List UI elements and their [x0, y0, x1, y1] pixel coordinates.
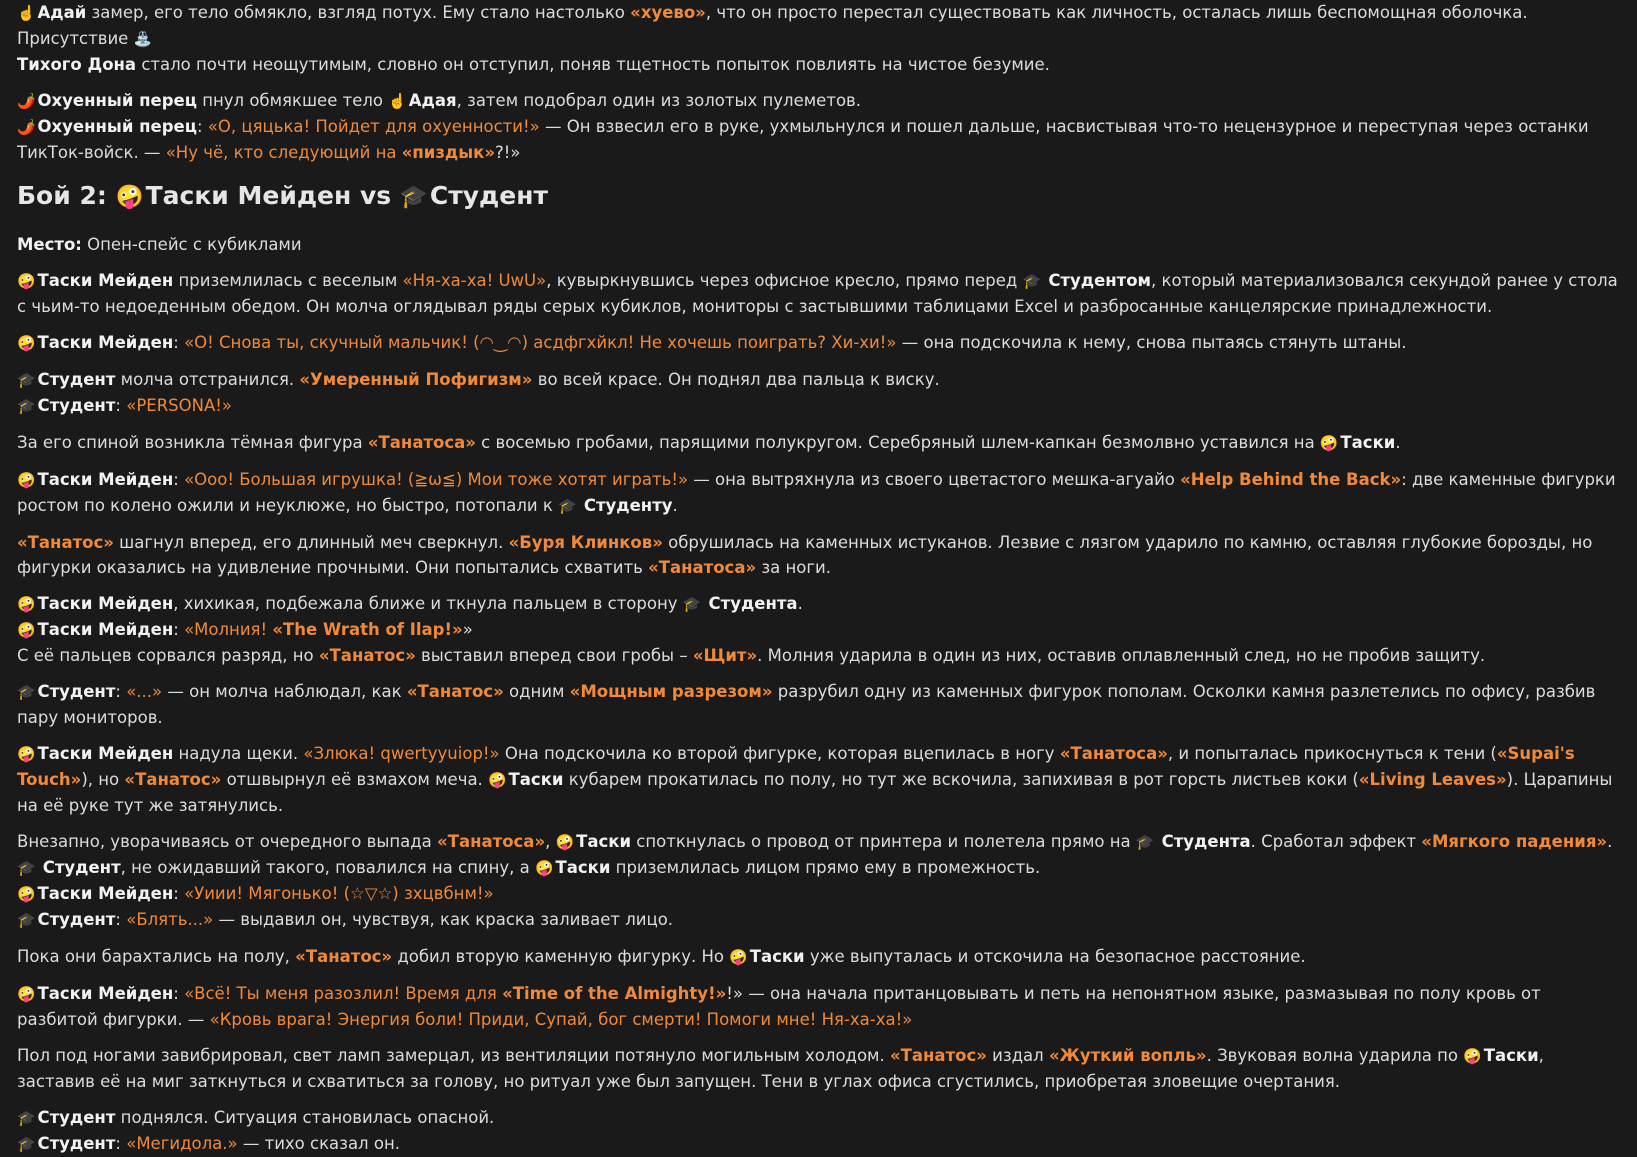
character-name: Таски Мейден: [37, 271, 174, 290]
quote: «Танатос»: [295, 947, 393, 966]
crazy-face-icon: 🤪: [17, 334, 36, 352]
text: :: [115, 910, 127, 929]
text: добил вторую каменную фигурку. Но: [392, 947, 730, 966]
paragraph: [17, 944, 1620, 970]
character-name: Студентом: [1048, 271, 1152, 290]
graduation-cap-icon: 🎓: [17, 911, 36, 929]
paragraph: За его спиной возникла тёмная фигура «Танатоса» с восемью гробами, парящими полукругом. Серебряный шлем-капкан безмолвно уставился на 🤪 Таски.: [17, 433, 1401, 452]
quote: «О! Снова ты, скучный мальчик! (◠‿◠) асдфгхйкл! Не хочешь поиграть? Хи-хи!»: [184, 333, 897, 352]
character-name: Адая: [408, 91, 457, 110]
character-name: Таски Мейден: [37, 470, 174, 489]
quote-text: «Молния!: [184, 620, 273, 639]
graduation-cap-icon: 🎓: [17, 397, 36, 415]
character-name: Таски Мейден: [37, 744, 174, 763]
paragraph: [17, 981, 1620, 1032]
text: :: [173, 984, 185, 1003]
text: , затем подобрал один из золотых пулеметов.: [456, 91, 862, 110]
text: .: [1607, 832, 1613, 851]
text: ?!»: [495, 143, 521, 162]
character-name: Студента: [1161, 832, 1251, 851]
character-name: Таски Мейден: [37, 620, 174, 639]
graduation-cap-icon: 🎓: [17, 683, 36, 701]
character-name: Студент: [37, 1108, 116, 1127]
quote: «Supai's Touch»: [17, 744, 1575, 789]
pepper-icon: 🌶️: [17, 118, 36, 136]
text: , кувыркнувшись через офисное кресло, прямо перед: [546, 271, 1023, 290]
character-name: Таски: [1340, 433, 1396, 452]
text: За его спиной возникла тёмная фигура: [17, 433, 368, 452]
graduation-cap-icon: 🎓: [17, 1109, 36, 1127]
text: приземлилась с веселым: [178, 271, 403, 290]
pepper-icon: 🌶️: [17, 92, 36, 110]
text: отшвырнул её взмахом меча.: [221, 770, 489, 789]
character-name: Таски: [1483, 1046, 1539, 1065]
text: уже выпуталась и отскочила на безопасное расстояние.: [804, 947, 1306, 966]
battle-heading: [17, 177, 1620, 216]
heading-fighter-2: Студент: [429, 181, 548, 210]
quote: «Мегидола.»: [126, 1134, 238, 1153]
crazy-face-icon: 🤪: [17, 272, 36, 290]
text: разрубил одну из каменных фигурок пополам. Осколки камня разлетелись по офису, разбив пару мониторов.: [17, 682, 1596, 727]
text: поднялся. Ситуация становилась опасной.: [120, 1108, 495, 1127]
quote: «Танатоса»: [437, 832, 546, 851]
quote: «Танатос»: [406, 682, 504, 701]
character-name: Студент: [42, 858, 121, 877]
text: кубарем прокатилась по полу, но тут же вскочила, запихивая в рот горсть листьев коки (: [563, 770, 1359, 789]
quote: «Умеренный Пофигизм»: [299, 370, 533, 389]
quote: «Кровь врага! Энергия боли! Приди, Супай, бог смерти! Помоги мне! Ня-ха-ха!»: [209, 1010, 913, 1029]
character-name: Таски: [576, 832, 632, 851]
paragraph: [17, 0, 1620, 77]
crazy-face-icon: 🤪: [17, 985, 36, 1003]
quote-text: «Всё! Ты меня разозлил! Время для: [184, 984, 503, 1003]
quote: «Уиии! Мягонько! (☆▽☆) зхцвбнм!»: [184, 884, 494, 903]
quote-bold: «The Wrath of Ilap!»: [272, 620, 463, 639]
paragraph: [17, 679, 1620, 730]
graduation-cap-icon: 🎓: [17, 859, 36, 877]
text: — она подскочила к нему, снова пытаясь стянуть штаны.: [896, 333, 1407, 352]
text: надула щеки.: [178, 744, 304, 763]
text: — она начала пританцовывать и петь на непонятном языке, размазывая по полу кровь от разбитой фигурки. —: [17, 984, 1541, 1029]
text: ). Царапины на её руке тут же затянулись.: [17, 770, 1613, 815]
text: — она вытряхнула из своего цветастого мешка-агуайо: [688, 470, 1181, 489]
text: — Он взвесил его в руке, ухмыльнулся и пошел дальше, насвистывая что-то нецензурное и переступая через останки ТикТок-войск. —: [17, 117, 1589, 162]
heading-vs: vs: [360, 181, 392, 210]
quote: «Танатос»: [318, 646, 416, 665]
quote: [184, 984, 726, 1003]
graduation-cap-icon: 🎓: [1022, 272, 1042, 290]
text: Пока они барахтались на полу,: [17, 947, 296, 966]
character-name: Таски Мейден: [37, 594, 174, 613]
text: издал: [986, 1046, 1049, 1065]
text: ,: [545, 832, 556, 851]
quote: «Танатоса»: [367, 433, 476, 452]
crazy-face-icon: 🤪: [17, 595, 36, 613]
quote: «Злюка! qwertyyuiop!»: [303, 744, 500, 763]
crazy-face-icon: 🤪: [535, 859, 554, 877]
crazy-face-icon: 🤪: [115, 184, 144, 210]
character-name: Студенту: [583, 496, 673, 515]
text: ), но: [81, 770, 125, 789]
graduation-cap-icon: 🎓: [17, 371, 36, 389]
character-name: Студент: [37, 396, 116, 415]
crazy-face-icon: 🤪: [17, 471, 36, 489]
text: приземлилась лицом прямо ему в промежность.: [610, 858, 1041, 877]
quote: «...»: [126, 682, 163, 701]
quote: «О, цяцька! Пойдет для охуенности!»: [207, 117, 540, 136]
text: обрушилась на каменных истуканов. Лезвие с лязгом ударило по камню, оставляя глубокие борозды, но фигурки оказались на удивление прочными. Они попытались схватить: [17, 533, 1593, 577]
quote: [166, 143, 495, 162]
quote: [184, 620, 463, 639]
text: одним: [503, 682, 570, 701]
paragraph: [17, 741, 1620, 818]
paragraph: [17, 829, 1620, 933]
crazy-face-icon: 🤪: [1463, 1047, 1482, 1065]
paragraph: [17, 530, 1620, 580]
character-name: Студент: [37, 910, 116, 929]
location-line: [17, 232, 1620, 257]
text: :: [173, 333, 185, 352]
text: . Сработал эффект: [1250, 832, 1422, 851]
crazy-face-icon: 🤪: [729, 948, 748, 966]
text: :: [115, 396, 127, 415]
location-value: Опен-спейс с кубиклами: [87, 235, 302, 254]
character-name: Таски Мейден: [37, 333, 174, 352]
text: пнул обмякшее тело: [202, 91, 389, 110]
text: , хихикая, подбежала ближе и ткнула пальцем в сторону: [173, 594, 683, 613]
character-name: Адай: [37, 3, 87, 22]
crazy-face-icon: 🤪: [555, 833, 575, 851]
graduation-cap-icon: 🎓: [1135, 833, 1155, 851]
character-name: Таски Мейден: [37, 984, 174, 1003]
paragraph: [17, 367, 1620, 419]
text: , что он просто перестал существовать как личность, осталась лишь беспомощная оболочка. Присутствие: [17, 3, 1528, 48]
character-name: Студент: [37, 1134, 116, 1153]
text: , не ожидавший такого, повалился на спину, а: [120, 858, 535, 877]
graduation-cap-icon: 🎓: [558, 497, 577, 515]
graduation-cap-icon: 🎓: [399, 184, 428, 210]
text: :: [173, 620, 185, 639]
quote: «Танатос»: [17, 533, 114, 552]
text: стало почти неощутимым, словно он отступил, поняв тщетность попыток повлиять на чистое безумие.: [141, 55, 1050, 74]
text: во всей красе. Он поднял два пальца к виску.: [532, 370, 940, 389]
character-name: Таски: [555, 858, 611, 877]
crazy-face-icon: 🤪: [17, 621, 36, 639]
character-name: Охуенный перец: [37, 91, 197, 110]
quote: «Щит»: [692, 646, 758, 665]
quote: «Жуткий вопль»: [1048, 1046, 1207, 1065]
text: , который материализовался секундой ранее у стола с чьим-то недоеденным обедом. Он молча оглядывал ряды серых кубиклов, мониторы с застывшими таблицами Excel и разбросанные канцелярские принадлежности.: [17, 271, 1618, 316]
text: »: [462, 620, 473, 639]
text: — выдавил он, чувствуя, как краска заливает лицо.: [213, 910, 674, 929]
quote: «PERSONA!»: [126, 396, 232, 415]
character-name: Таски Мейден: [37, 884, 174, 903]
character-name: Охуенный перец: [37, 117, 197, 136]
paragraph: [17, 1043, 1620, 1094]
quote: «Help Behind the Back»: [1180, 470, 1402, 489]
text: шагнул вперед, его длинный меч сверкнул.: [113, 533, 509, 552]
quote: «Буря Клинков»: [508, 533, 663, 552]
pointing-finger-icon: ☝️: [17, 4, 36, 22]
quote: «Блять...»: [126, 910, 214, 929]
location-label: Место:: [17, 235, 82, 254]
text: !»: [726, 984, 743, 1003]
text: Внезапно, уворачиваясь от очередного выпада: [17, 832, 438, 851]
paragraph: 🤪 Таски Мейден: «Ооо! Большая игрушка! (≧ω≦) Мои тоже хотят играть!» — она вытряхнула из своего цветастого мешка-агуайо «Help Behind the Back»: две каменные фигурки ростом по колено ожили и неуклюже, но быстро, потопали к 🎓 Студенту.: [17, 470, 1616, 515]
quote: «Танатоса»: [648, 558, 757, 577]
graduation-cap-icon: 🎓: [17, 1135, 36, 1153]
text: Пол под ногами завибрировал, свет ламп замерцал, из вентиляции потянуло могильным холодом.: [17, 1046, 890, 1065]
text: :: [115, 1134, 127, 1153]
quote: «хуево»: [630, 3, 706, 22]
text: молча отстранился.: [120, 370, 300, 389]
text: — тихо сказал он.: [237, 1134, 400, 1153]
text: : две каменные фигурки ростом по колено ожили и неуклюже, но быстро, потопали к: [17, 470, 1616, 515]
quote: «Мягкого падения»: [1421, 832, 1608, 851]
text: споткнулась о провод от принтера и полетела прямо на: [631, 832, 1136, 851]
text: выставил вперед свои гробы –: [415, 646, 693, 665]
quote: «Living Leaves»: [1358, 770, 1507, 789]
paragraph: [17, 330, 1620, 356]
quote-text: «Ну чё, кто следующий на: [165, 143, 402, 162]
text: . Звуковая волна ударила по: [1206, 1046, 1464, 1065]
text: . Молния ударила в один из них, оставив оплавленный след, но не пробив защиту.: [757, 646, 1486, 665]
graduation-cap-icon: 🎓: [682, 595, 702, 613]
text: :: [115, 682, 127, 701]
heading-prefix: Бой 2:: [17, 181, 107, 210]
crazy-face-icon: 🤪: [17, 745, 36, 763]
fountain-icon: ⛲: [133, 30, 153, 48]
text: с восемью гробами, парящими полукругом. Серебряный шлем-капкан безмолвно уставился на: [475, 433, 1320, 452]
quote: «Ня-ха-ха! UwU»: [402, 271, 547, 290]
text: за ноги.: [756, 558, 832, 577]
paragraph: [17, 1105, 1620, 1157]
crazy-face-icon: 🤪: [1319, 434, 1339, 452]
character-name: Студент: [37, 370, 116, 389]
character-name: Таски: [749, 947, 805, 966]
text: замер, его тело обмякло, взгляд потух. Ему стало настолько: [91, 3, 631, 22]
text: Она подскочила ко второй фигурке, которая вцепилась в ногу: [499, 744, 1060, 763]
text: :: [196, 117, 208, 136]
character-name: Студента: [708, 594, 798, 613]
quote: «Танатос»: [124, 770, 222, 789]
pointing-finger-icon: ☝️: [388, 92, 407, 110]
heading-fighter-1: Таски Мейден: [145, 181, 352, 210]
text: :: [173, 884, 185, 903]
quote: «Танатоса»: [1059, 744, 1168, 763]
quote-bold: «пиздык»: [401, 143, 496, 162]
quote-bold: «Time of the Almighty!»: [502, 984, 727, 1003]
text: , заставив её на миг заткнуться и схватиться за голову, но ритуал уже был запущен. Тени в углах офиса сгустились, приобретая зловещие очертания.: [17, 1046, 1544, 1091]
text: — он молча наблюдал, как: [162, 682, 407, 701]
character-name: Студент: [37, 682, 116, 701]
character-name: Таски: [508, 770, 564, 789]
text: :: [173, 470, 185, 489]
paragraph: [17, 88, 1620, 165]
crazy-face-icon: 🤪: [488, 771, 507, 789]
text: , и попыталась прикоснуться к тени (: [1167, 744, 1497, 763]
text: С её пальцев сорвался разряд, но: [17, 646, 319, 665]
crazy-face-icon: 🤪: [17, 885, 36, 903]
quote: «Танатос»: [889, 1046, 987, 1065]
paragraph: [17, 268, 1620, 319]
quote: «Ооо! Большая игрушка! (≧ω≦) Мои тоже хотят играть!»: [184, 470, 689, 489]
quote: «Мощным разрезом»: [569, 682, 773, 701]
character-name: Тихого Дона: [17, 55, 137, 74]
paragraph: 🤪 Таски Мейден, хихикая, подбежала ближе и ткнула пальцем в сторону 🎓 Студента. 🤪 Таски Мейден: «Молния! «The Wrath of Ilap!»» С её пальцев сорвался разряд, но «Танатос» выставил вперед свои гробы – «Щит». Молния ударила в один из них, оставив оплавленный след, но не пробив защиту.: [17, 594, 1486, 665]
